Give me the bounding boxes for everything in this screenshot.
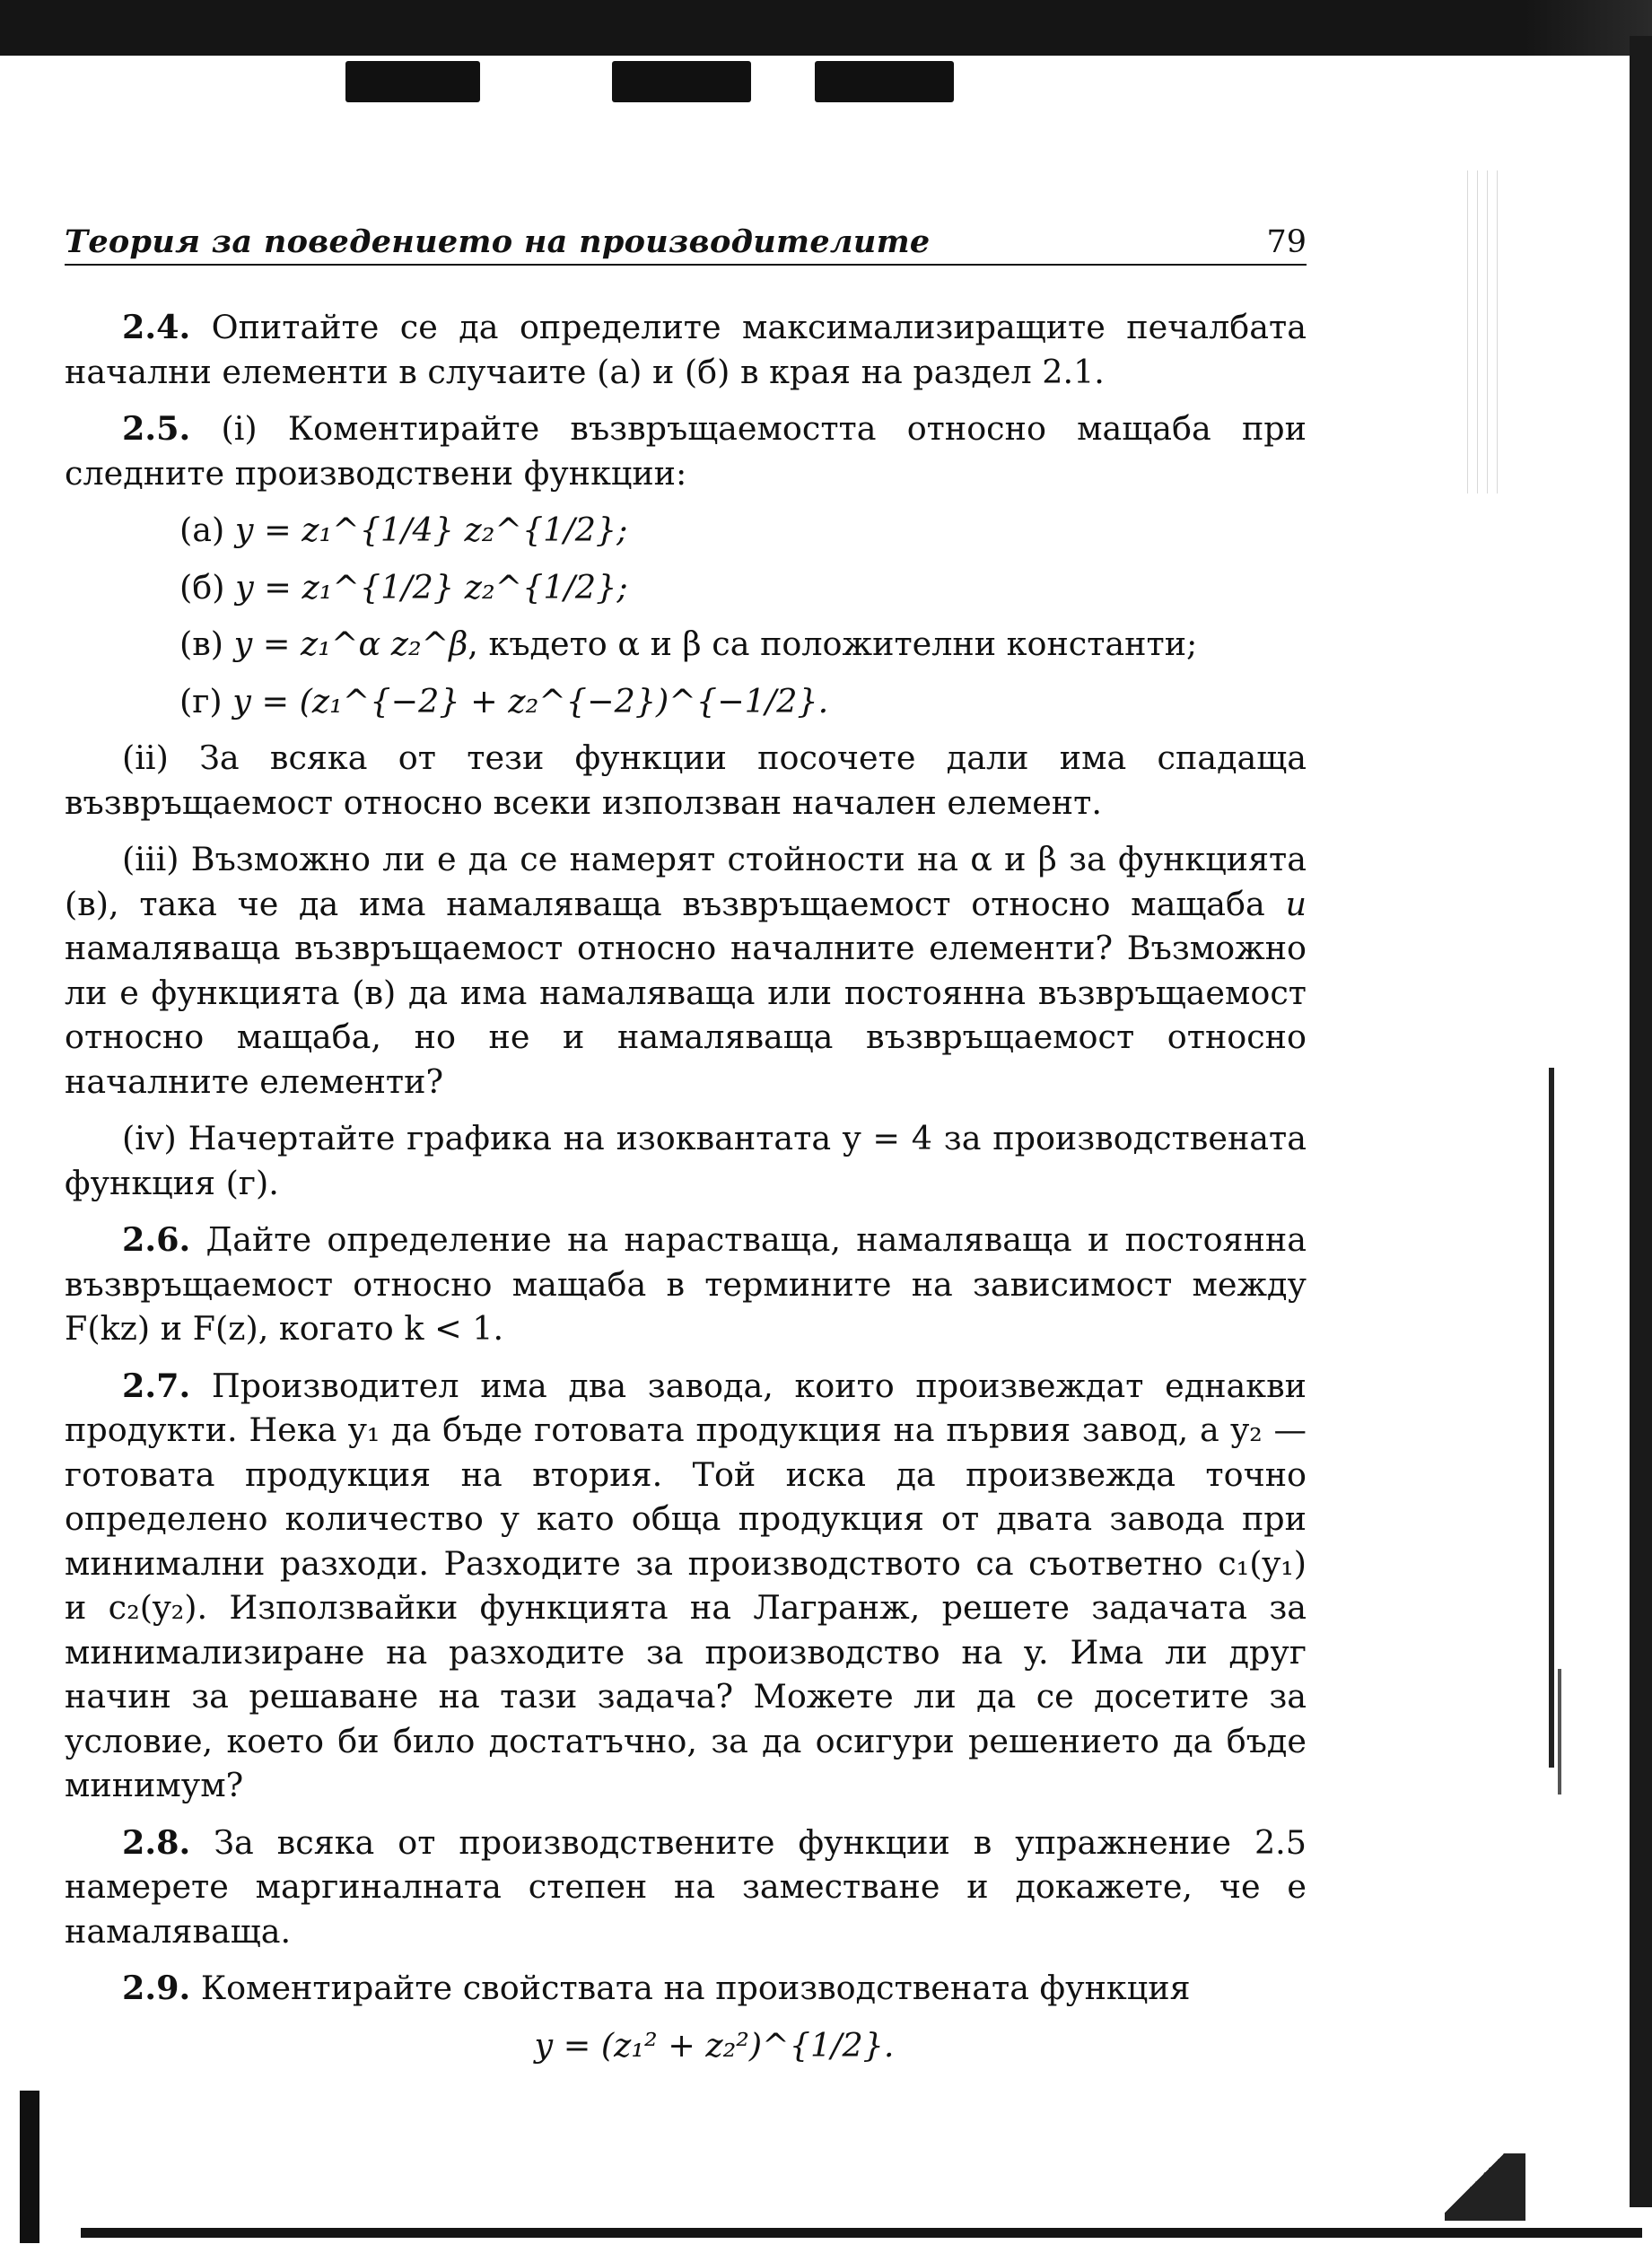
- exercise-number: 2.9.: [122, 1969, 191, 2007]
- scan-mark-bottom-right: [1445, 2153, 1525, 2221]
- function-note: , където α и β са положителни константи;: [468, 624, 1198, 663]
- exercise-text: За всяка от производствените функции в упражнение 2.5 намерете маргиналната степен на заместване и докажете, че е намаляваща.: [65, 1822, 1307, 1951]
- exercise-text: (i) Коментирайте възвръщаемостта относно мащаба при следните производствени функции:: [65, 409, 1307, 493]
- function-a: [65, 508, 1307, 553]
- running-title: Теория за поведението на производителите: [65, 223, 931, 260]
- exercise-text: Коментирайте свойствата на производствената функция: [200, 1969, 1191, 2007]
- scan-border-top: [0, 0, 1652, 56]
- scan-edge-mark: [1558, 1669, 1561, 1795]
- scan-shadow-lines: [1463, 170, 1499, 493]
- exercise-2-8: [65, 1821, 1307, 1954]
- exercise-2-5: [65, 406, 1307, 495]
- exercise-2-9: [65, 1966, 1307, 2011]
- scan-blot: [345, 61, 480, 102]
- exercise-text: Дайте определение на нарастваща, намаляваща и постоянна възвръщаемост относно мащаба в термините на зависимост между F(kz) и F(z), когато k < 1.: [65, 1220, 1307, 1348]
- display-formula: [65, 2023, 1307, 2068]
- exercise-text: Опитайте се да определите максимализиращите печалбата начални елементи в случаите (а) и (б) в края на раздел 2.1.: [65, 308, 1307, 391]
- formula: y = z₁^{1/2} z₂^{1/2};: [235, 567, 628, 607]
- scan-blot: [612, 61, 751, 102]
- function-label: (а): [179, 511, 225, 549]
- running-header: [65, 219, 1307, 266]
- exercise-number: 2.5.: [122, 409, 191, 448]
- function-label: (г): [179, 681, 223, 720]
- exercise-2-5-part-iv: [65, 1116, 1307, 1205]
- exercise-2-5-part-ii: [65, 736, 1307, 825]
- exercise-text: (iv) Начертайте графика на изоквантата y = 4 за производствената функция (г).: [65, 1119, 1307, 1202]
- exercise-number: 2.7.: [122, 1366, 191, 1405]
- formula: y = z₁^{1/4} z₂^{1/2};: [234, 511, 628, 549]
- formula: y = (z₁^{−2} + z₂^{−2})^{−1/2}.: [232, 681, 829, 720]
- exercise-number: 2.6.: [122, 1220, 191, 1259]
- exercise-text: намаляваща възвръщаемост относно началните елементи? Възможно ли е функцията (в) да има намаляваща или постоянна възвръщаемост относно мащаба, но не и намаляваща възвръщаемост относно началните елементи?: [65, 929, 1307, 1101]
- exercise-text: (iii) Възможно ли е да се намерят стойности на α и β за функцията (в), така че да има намаляваща възвръщаемост относно мащаба: [65, 840, 1307, 923]
- scan-blot: [815, 61, 954, 102]
- formula: y = (z₁² + z₂²)^{1/2}.: [534, 2025, 895, 2065]
- exercise-2-5-part-iii: [65, 837, 1307, 1104]
- function-b: [65, 565, 1307, 610]
- exercise-2-6: [65, 1218, 1307, 1351]
- emphasis: и: [1285, 884, 1307, 923]
- exercise-text: (ii) За всяка от тези функции посочете дали има спадаща възвръщаемост относно всеки използван начален елемент.: [65, 738, 1307, 822]
- page-body: [65, 305, 1307, 2080]
- function-v: [65, 622, 1307, 667]
- page-number: 79: [1266, 224, 1307, 260]
- function-label: (б): [179, 567, 225, 607]
- function-label: (в): [179, 624, 224, 663]
- exercise-number: 2.8.: [122, 1822, 191, 1862]
- exercise-2-7: [65, 1364, 1307, 1808]
- exercise-2-4: [65, 305, 1307, 394]
- scan-mark-bottom-left: [20, 2091, 39, 2243]
- function-g: [65, 679, 1307, 724]
- formula: y = z₁^α z₂^β: [233, 624, 468, 663]
- scan-edge-mark: [1549, 1068, 1554, 1768]
- scan-border-right: [1630, 36, 1652, 2207]
- scan-border-bottom: [81, 2228, 1642, 2238]
- exercise-text: Производител има два завода, които произвеждат еднакви продукти. Нека y₁ да бъде готовата продукция на първия завод, а y₂ — готовата продукция на втория. Той иска да произвежда точно определено количество y като обща продукция от двата завода при минимални разходи. Разходите за производството са съответно c₁(y₁) и c₂(y₂). Използвайки функцията на Лагранж, решете задачата за минимализиране на разходите за производство на y. Има ли друг начин за решаване на тази задача? Можете ли да се досетите за условие, което би било достатъчно, за да осигури решението да бъде минимум?: [65, 1366, 1307, 1804]
- exercise-number: 2.4.: [122, 308, 191, 346]
